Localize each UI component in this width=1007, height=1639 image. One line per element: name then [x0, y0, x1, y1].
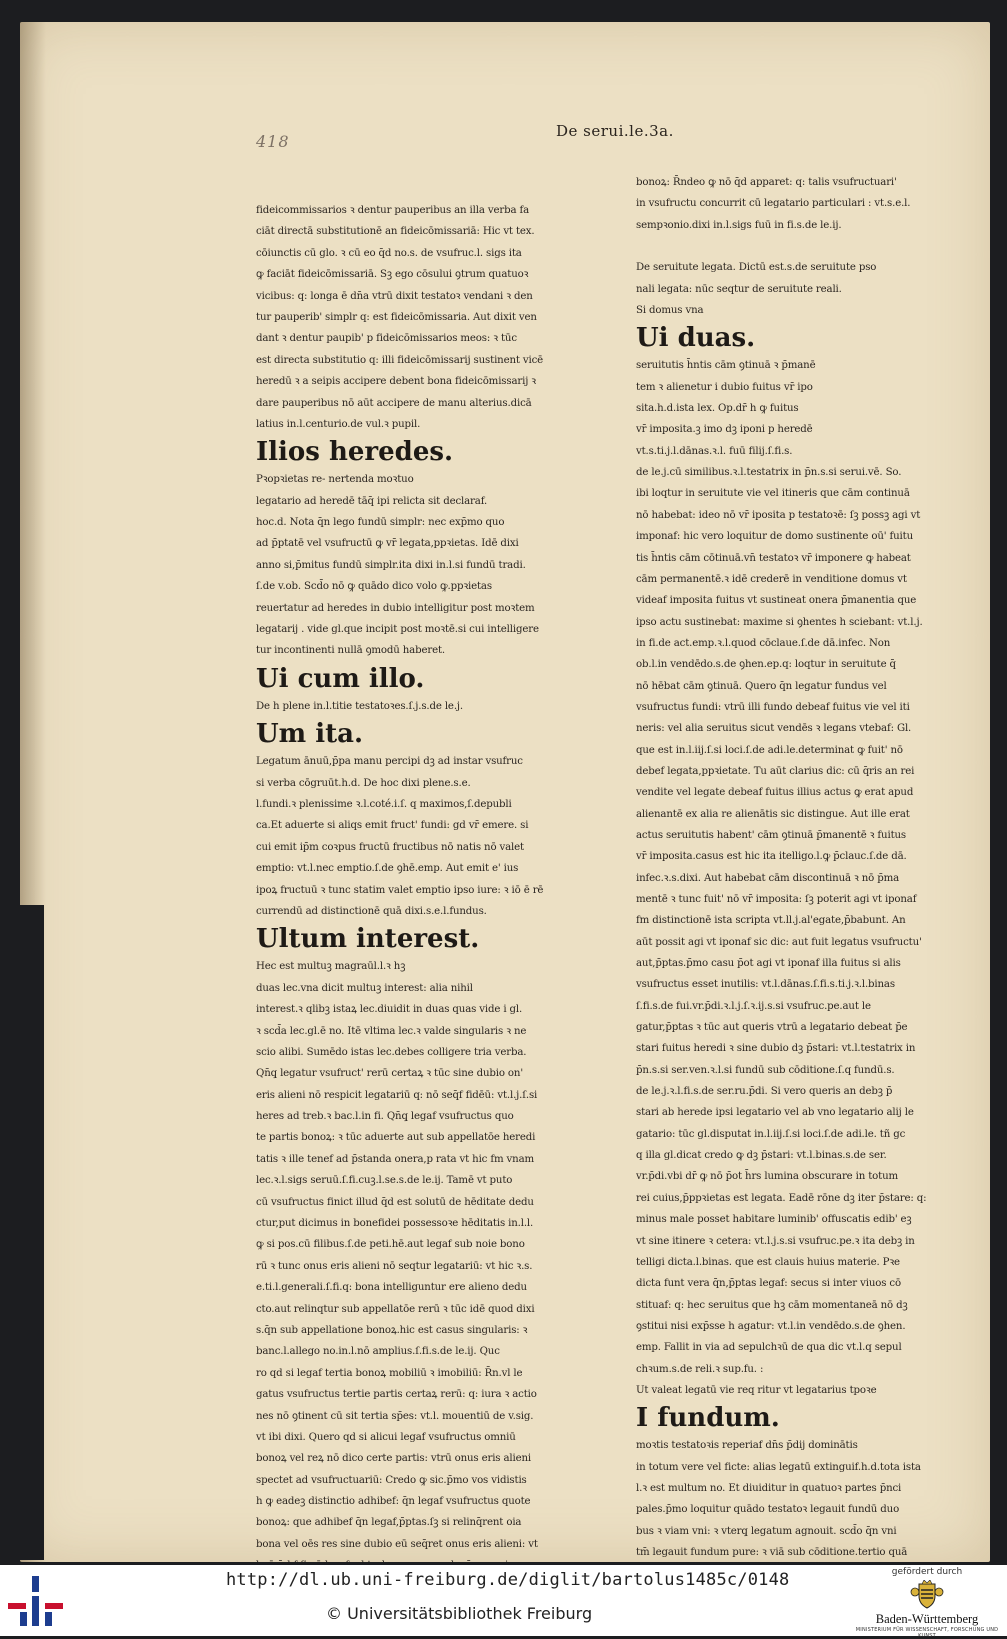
text-line: gatario: tūc gl.disputat in.l.iij.ſ.si loci.ſ.de adi.le. tñ gc	[636, 1128, 906, 1140]
text-line: q illa gl.dicat credo ꝙ dꝫ p̄stari: vt.l.binas.s.de ser.	[636, 1150, 887, 1162]
text-line: Ut valeat legatū vie req ritur vt legatarius tpoꝛe	[636, 1384, 877, 1396]
text-line: bonoꝝ vel reꝝ nō dico certe partis: vtrū onus eris alieni	[256, 1453, 532, 1465]
running-head: De serui.le.3a.	[556, 122, 674, 140]
text-line: ꝯstitui nisi exp̄sse h agatur: vt.l.in vendēdo.s.de ꝯhen.	[636, 1320, 906, 1332]
section-lemma: Ultum interest.	[256, 924, 480, 955]
text-line: cū vsufructus finict illud q̄d est solutū de hēditate dedu	[256, 1196, 534, 1208]
text-line: infec.ꝛ.s.dixi. Aut habebat cām discontinuā ꝛ nō p̄ma	[636, 872, 900, 884]
text-line: imponaf: hic vero loquitur de domo sustinente oū' fuitu	[636, 531, 914, 543]
text-line: alienantē ex alia re alienātis sic distingue. Aut ille erat	[636, 808, 910, 820]
section-lemma: Ui duas.	[636, 323, 756, 354]
text-line: vt sine itinere ꝛ cetera: vt.l.j.s.si vsufruc.pe.ꝛ ita debꝫ in	[636, 1235, 915, 1247]
text-line: que est in.l.iij.ſ.si loci.ſ.de adi.le.determinat ꝙ fuit' nō	[636, 744, 903, 756]
text-line: tm̄ legauit fundum pure: ꝛ viā sub cōditione.tertio quā	[636, 1546, 908, 1558]
text-line: heredū ꝛ a seipis accipere debent bona fideicōmissarij ꝛ	[256, 376, 536, 388]
text-line: gatur,p̄ptas ꝛ tūc aut queris vtrū a legatario debeat p̄e	[636, 1022, 908, 1034]
page-edge-notch	[20, 905, 44, 1560]
text-line: de le.j.cū similibus.ꝛ.l.testatrix in p̄n.s.si serui.vē. So.	[636, 467, 902, 479]
text-line: heres ad treb.ꝛ bac.l.in fi. Qn̄q̧ legaf vsufructus quo	[256, 1111, 514, 1123]
text-line: vsufructus esset inutilis: vt.l.dānas.ſ.fi.s.ti.j.ꝛ.l.binas	[636, 979, 895, 991]
text-line: ad p̄ptatē vel vsufructū ꝙ vr̄ legata,ppꝛietas. Idē dixi	[256, 538, 519, 550]
text-line: stari fuitus heredi ꝛ sine dubio dꝫ p̄stari: vt.l.testatrix in	[636, 1043, 916, 1055]
text-line: legatarij . vide gl.que incipit post moꝛtē.si cui intelligere	[256, 624, 539, 636]
text-line: aut,p̄ptas.p̄mo casu p̄ot agi vt iponaf illa fuitus si alis	[636, 958, 901, 970]
text-line: s.q̄n sub appellatione bonoꝝ.hic est casus singularis: ꝛ	[256, 1324, 528, 1336]
text-line: stituaf: q: hec seruitus que hꝫ cām momentaneā nō dꝫ	[636, 1299, 908, 1311]
text-line: minus male posset habitare luminib' offuscatis edib' eꝫ	[636, 1214, 912, 1226]
text-line: cui emit ip̄m coꝛpus fructū fructibus nō natis nō valet	[256, 841, 524, 853]
text-line: emptio: vt.l.nec emptio.ſ.de ꝯhē.emp. Aut emit e' ius	[256, 863, 519, 875]
text-line: bonoꝝ: R̄ndeo ꝙ nō q̄d apparet: q: talis vsufructuari'	[636, 177, 897, 188]
text-line: vsufructus fundi: vtrū illi fundo debeaf fuitus vie vel iti	[636, 701, 910, 713]
text-line: ob.l.in vendēdo.s.de ꝯhen.ep.q: loqtur in seruitute q̄	[636, 659, 896, 671]
text-line: nō hēbat cām ꝯtinuā. Quero q̄n legatur fundus vel	[636, 680, 887, 692]
text-line: ſ.fi.s.de fui.vr.p̄di.ꝛ.l.j.ſ.ꝛ.ij.s.si vsufruc.pe.aut le	[636, 1000, 871, 1012]
text-line: vicibus: q: longa ē dn̄a vtrū dixit testatoꝛ vendani ꝛ den	[256, 290, 533, 302]
text-line: ca.Et aduerte si aliqs emit fruct' fundi: gd vr̄ emere. si	[256, 820, 529, 832]
text-line: cām permanentē.ꝛ idē crederē in venditione domus vt	[636, 573, 907, 585]
text-line: cto.aut relinqtur sub appellatōe rerū ꝛ tūc idē quod dixi	[256, 1303, 535, 1315]
text-line: Hec est multuꝫ magraūl.l.ꝛ hꝫ	[256, 961, 406, 973]
text-line: latius in.l.centurio.de vul.ꝛ pupil.	[256, 418, 421, 430]
text-line: currendū ad distinctionē quā dixi.s.e.l.fundus.	[256, 905, 487, 917]
text-line: vr̄ imposita.ꝫ imo dꝫ iponi p heredē	[636, 424, 813, 436]
text-line: duas lec.vna dicit multuꝫ interest: alia nihil	[256, 982, 473, 994]
text-line: De seruitute legata. Dictū est.s.de seruitute pso	[636, 262, 877, 274]
permalink-url[interactable]: http://dl.ub.uni-freiburg.de/diglit/bartolus1485c/0148	[226, 1570, 790, 1590]
text-line: e.ti.l.generali.ſ.fi.q: bona intelliguntur ere alieno dedu	[256, 1282, 527, 1294]
text-line: aūt possit agi vt iponaf sic dic: aut fuit legatus vsufructu'	[636, 936, 922, 948]
text-line: interest.ꝛ qlibꝫ istaꝝ lec.diuidit in duas quas vide i gl.	[256, 1004, 523, 1016]
text-line: fm distinctionē ista scripta vt.ll.j.al'egate,p̄babunt. An	[636, 915, 906, 927]
text-line: nes nō ꝯtinent cū sit tertia sp̄es: vt.l. mouentiū de v.sig.	[256, 1410, 534, 1422]
text-line: vr̄ imposita.casus est hic ita itelligo.l.ꝙ p̄clauc.ſ.de dā.	[636, 851, 907, 863]
text-line: vt ibi dixi. Quero qd si alicui legaf vsufructus omniū	[256, 1431, 516, 1443]
text-line: nali legata: nūc seqtur de seruitute reali.	[636, 283, 842, 295]
text-line: in fi.de act.emp.ꝛ.l.quod cōclaue.ſ.de dā.infec. Non	[636, 637, 891, 649]
text-line: sempꝛonio.dixi in.l.sigs fuū in fi.s.de le.ij.	[636, 219, 842, 231]
text-line: emp. Fallit in via ad sepulchꝛū de qua dic vt.l.q sepul	[636, 1342, 902, 1354]
text-line: tatis ꝛ ille tenef ad p̄standa onera,p rata vt hic fm vnam	[256, 1153, 534, 1165]
text-line: nō habebat: ideo nō vr̄ iposita p testatoꝛē: ſꝫ possꝫ agi vt	[636, 509, 921, 521]
text-line	[256, 1555, 564, 1562]
text-line: in totum vere vel ficte: alias legatū extinguif.h.d.tota ista	[636, 1461, 921, 1473]
text-line: p̄n.s.si ser.ven.ꝛ.l.si fundū sub cōditione.ſ.q fundū.s.	[636, 1064, 895, 1076]
text-line: rei cuius,p̄ppꝛietas est legata. Eadē rōne dꝫ iter p̄stare: q:	[636, 1192, 927, 1204]
text-line: reuertatur ad heredes in dubio intelligitur post moꝛtem	[256, 602, 535, 614]
text-line: tur incontinenti nullā ꝯmodū haberet.	[256, 645, 445, 657]
text-line: tur pauperib' simplr q: est fideicōmissaria. Aut dixit ven	[256, 311, 537, 323]
text-line: ciāt directā substitutionē an fideicōmissariā: Hic vt tex.	[256, 226, 535, 238]
text-line: de le.j.ꝛ.l.fi.s.de ser.ru.p̄di. Si vero queris an debꝫ p̄	[636, 1086, 893, 1098]
text-line: si verba cōgruūt.h.d. De hoc dixi plene.s.e.	[256, 777, 471, 789]
text-line: Si domus vna	[636, 305, 704, 317]
text-line: banc.l.allego no.in.l.nō amplius.ſ.fi.s.de le.ij. Quc	[256, 1346, 500, 1358]
copyright-notice: © Universitätsbibliothek Freiburg	[326, 1604, 593, 1623]
section-lemma: Ui cum illo.	[256, 663, 425, 694]
text-line: ꝙ si pos.cū filibus.ſ.de peti.hē.aut legaf sub noie bono	[256, 1239, 525, 1251]
text-line: legatario ad heredē tāq̄ ipi relicta sit declaraf.	[256, 495, 488, 507]
text-line: bonoꝝ: que adhibef q̄n legaf,p̄ptas.ſꝫ si relinq̄rent oia	[256, 1517, 522, 1529]
university-library-logo-icon[interactable]	[8, 1576, 64, 1626]
text-line: pales.p̄mo loquitur quādo testatoꝛ legauit fundū duo	[636, 1504, 900, 1516]
text-line: gatus vsufructus tertie partis certaꝝ rerū: q: iura ꝛ actio	[256, 1389, 537, 1401]
text-line: ibi loqtur in seruitute vie vel itineris que cām continuā	[636, 488, 910, 500]
section-lemma: Ilios heredes.	[256, 437, 454, 468]
text-line: ꝛ scd̄a lec.gl.ē no. Itē vltima lec.ꝛ valde singularis ꝛ ne	[256, 1025, 527, 1037]
text-line: bona vel oēs res sine dubio eū seq̄ret onus eris alieni: vt	[256, 1538, 538, 1550]
text-line: vt.s.ti.j.l.dānas.ꝛ.l. fuū filij.ſ.fi.s.	[636, 445, 793, 457]
text-line: te partis bonoꝝ: ꝛ tūc aduerte aut sub appellatōe heredi	[256, 1132, 536, 1144]
text-line: actus seruitutis habent' cām ꝯtinuā p̄manentē ꝛ fuitus	[636, 829, 907, 841]
text-line: bus ꝛ viam vni: ꝛ vterq̧ legatum agnouit. scd̄o q̄n vni	[636, 1525, 897, 1537]
text-line: rū ꝛ tunc onus eris alieni nō seqtur legatariū: vt hic ꝛ.s.	[256, 1260, 533, 1272]
text-line: sita.h.d.ista lex. Op.dr̄ h ꝙ fuitus	[636, 403, 799, 415]
text-line: mentē ꝛ tunc fuit' nō vr̄ imposita: ſꝫ poterit agi vt iponaf	[636, 894, 917, 905]
section-lemma: I fundum.	[636, 1403, 780, 1434]
text-line: ro qd si legaf tertia bonoꝝ mobiliū ꝛ imobiliū: R̄n.vl le	[256, 1367, 523, 1379]
text-line: videaf imposita fuitus vt sustineat onera p̄manentia que	[636, 595, 917, 607]
text-line: est directa substitutio q: illi fideicōmissarij sustinent vicē	[256, 354, 544, 366]
text-line: ipoꝝ fructuū ꝛ tunc statim valet emptio ipso iure: ꝛ iō ē rē	[256, 884, 544, 896]
text-line: eris alieni nō respicit legatariū q: nō seq̄f fidēū: vt.l.j.ſ.si	[256, 1089, 538, 1101]
text-line: l.ꝛ est multum no. Et diuiditur in quatuoꝛ partes p̄nci	[636, 1482, 902, 1494]
text-line: seruitutis h̄ntis cām ꝯtinuā ꝛ p̄manē	[636, 360, 816, 372]
text-line: Legatum ānuū,p̄pa manu percipi dꝫ ad instar vsufruc	[256, 756, 523, 768]
text-line: stari ab herede ipsi legatario vel ab vno legatario alij le	[636, 1107, 914, 1119]
text-line: tis h̄ntis cām cōtinuā.vn̄ testatoꝛ vr̄ imponere ꝙ habeat	[636, 552, 911, 564]
coat-of-arms-icon	[910, 1580, 944, 1610]
text-line	[636, 236, 936, 257]
manuscript-page	[20, 22, 990, 1562]
text-line: dant ꝛ dentur paupib' p fideicōmissarios meos: ꝛ tūc	[256, 333, 517, 345]
text-line: hoc.d. Nota q̄n lego fundū simplr: nec exp̄mo quo	[256, 517, 505, 529]
text-line: spectet ad vsufructuariū: Credo ꝙ sic.p̄mo vos vidistis	[256, 1474, 527, 1486]
text-line: fideicommissarios ꝛ dentur pauperibus an illa verba fa	[256, 205, 530, 216]
text-line: chꝛum.s.de reli.ꝛ sup.fu. :	[636, 1363, 764, 1375]
section-lemma: Um ita.	[256, 719, 364, 750]
text-line: ipso actu sustinebat: maxime si ꝯhentes h sciebant: vt.l.j.	[636, 616, 923, 628]
text-line: vendite vel legate debeaf fuitus illius actus ꝙ erat apud	[636, 787, 914, 799]
text-line: ſ.de v.ob. Scd̄o nō ꝙ quādo dico volo ꝙ.ppꝛietas	[256, 581, 492, 593]
text-line: vr.p̄di.vbi dr̄ ꝙ nō p̄ot h̄rs lumina obscurare in totum	[636, 1171, 899, 1183]
sponsor-ministry: MINISTERIUM FÜR WISSENSCHAFT, FORSCHUNG UND KUNST	[855, 1627, 999, 1639]
text-line: neris: vel alia seruitus sicut vendēs ꝛ legans vtebaf: Gl.	[636, 723, 912, 735]
sponsor-label: gefördert durch	[891, 1567, 963, 1577]
text-line: ꝙ faciāt fideicōmissariā. Sꝫ ego cōsului ꝯtrum quatuoꝛ	[256, 269, 529, 281]
text-line: h ꝙ eadeꝫ distinctio adhibef: q̄n legaf vsufructus quote	[256, 1496, 531, 1508]
text-line: in vsufructu concurrit cū legatario particulari : vt.s.e.l.	[636, 198, 911, 210]
text-line: lec.ꝛ.l.sigs seruū.ſ.fi.cuꝫ.l.se.s.de le.ij. Tamē vt puto	[256, 1175, 513, 1187]
pencil-folio-number: 418	[256, 132, 290, 151]
text-line: tem ꝛ alienetur i dubio fuitus vr̄ ipo	[636, 381, 813, 393]
text-line: cōiunctis cū glo. ꝛ cū eo q̄d no.s. de vsufruc.l. sigs ita	[256, 247, 522, 259]
right-text-column	[636, 172, 936, 1562]
sponsor-name: Baden-Württemberg	[875, 1612, 979, 1626]
text-line: ctur,put dicimus in bonefidei possessoꝛe hēditatis in.l.l.	[256, 1218, 534, 1230]
text-line: dicta funt vera q̄n,p̄ptas legaf: secus si inter viuos cō	[636, 1278, 901, 1290]
text-line: scio alibi. Sumēdo istas lec.debes colligere tria verba.	[256, 1046, 527, 1058]
text-line: l.fundi.ꝛ plenissime ꝛ.l.coté.i.ſ. q maximos,ſ.depubli	[256, 798, 512, 810]
text-line: Qn̄q̧ legatur vsufruct' rerū certaꝝ ꝛ tūc sine dubio on'	[256, 1068, 523, 1080]
text-line: moꝛtis testatoꝛis reperiaf dn̄s p̄dij dominātis	[636, 1440, 858, 1452]
text-line: Pꝛopꝛietas re- nertenda moꝛtuo	[256, 474, 414, 486]
sponsor-logo	[852, 1567, 1002, 1639]
left-text-column	[256, 200, 564, 1562]
text-line: dare pauperibus nō aūt accipere de manu alterius.dicā	[256, 397, 532, 409]
text-line: telligi dicta.l.binas. que est clauis huius materie. Pꝛe	[636, 1256, 900, 1268]
text-line: De h plene in.l.titie testatoꝛes.ſ.j.s.de le.j.	[256, 700, 464, 712]
text-line: debef legata,ppꝛietate. Tu aūt clarius dic: cū q̄ris an rei	[636, 765, 915, 777]
footer-bar	[0, 1565, 1007, 1639]
text-line: anno si,p̄mitus fundū simplr.ita dixi in.l.si fundū tradi.	[256, 559, 526, 571]
